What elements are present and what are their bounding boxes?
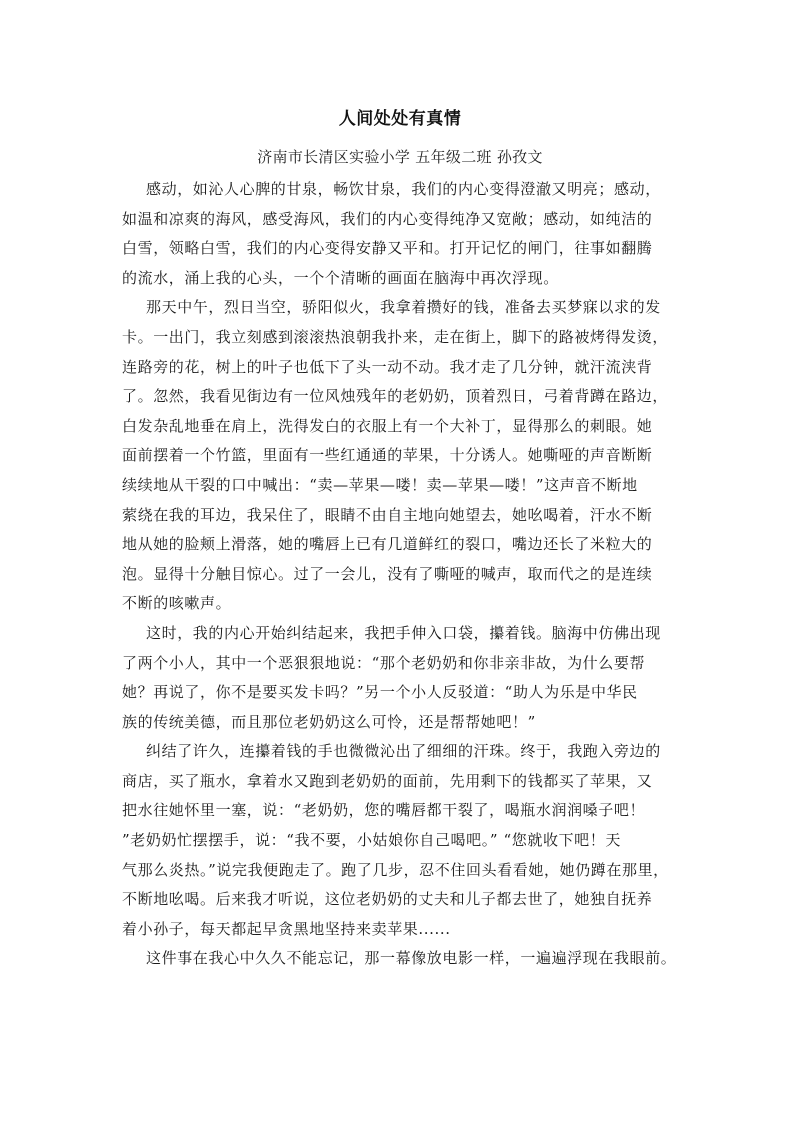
text-line: 了两个小人，其中一个恶狠狠地说：“那个老奶奶和你非亲非故，为什么要帮: [122, 653, 646, 672]
text-line: 气那么炎热。”说完我便跑走了。跑了几步，忍不住回头看看她，她仍蹲在那里，: [122, 860, 669, 879]
text-line: 白发杂乱地垂在肩上，洗得发白的衣服上有一个大补丁，显得那么的刺眼。她: [122, 416, 653, 435]
document-title: 人间处处有真情: [338, 109, 462, 129]
text-line: 萦绕在我的耳边，我呆住了，眼睛不由自主地向她望去，她吆喝着，汗水不断: [122, 505, 653, 524]
text-line: 地从她的脸颊上滑落，她的嘴唇上已有几道鲜红的裂口，嘴边还长了米粒大的: [122, 535, 653, 554]
text-line: 把水往她怀里一塞，说：“老奶奶，您的嘴唇都干裂了，喝瓶水润润嗓子吧！: [122, 801, 646, 820]
text-line: 了。忽然，我看见街边有一位风烛残年的老奶奶，顶着烈日，弓着背蹲在路边，: [122, 387, 669, 406]
text-line: 连路旁的花，树上的叶子也低下了头一动不动。我才走了几分钟，就汗流浃背: [122, 357, 653, 376]
text-line: ”老奶奶忙摆摆手，说：“我不要，小姑娘你自己喝吧。” “您就收下吧！天: [122, 831, 621, 850]
text-line: 纠结了许久，连攥着钱的手也微微沁出了细细的汗珠。终于，我跑入旁边的: [146, 742, 661, 761]
text-line: 续续地从干裂的口中喊出：“卖—苹果—喽！卖—苹果—喽！”这声音不断地: [122, 475, 638, 494]
text-line: 的流水，涌上我的心头，一个个清晰的画面在脑海中再次浮现。: [122, 268, 559, 287]
document-body: [122, 175, 692, 974]
text-line: 如温和凉爽的海风，感受海风，我们的内心变得纯净又宽敞；感动，如纯洁的: [122, 209, 653, 228]
text-line: 白雪，领略白雪，我们的内心变得安静又平和。打开记忆的闸门，往事如翻腾: [122, 239, 653, 258]
text-line: 卡。一出门，我立刻感到滚滚热浪朝我扑来，走在街上，脚下的路被烤得发烫，: [122, 327, 669, 346]
text-line: 泡。显得十分触目惊心。过了一会儿，没有了嘶哑的喊声，取而代之的是连续: [122, 564, 653, 583]
text-line: 不断地吆喝。后来我才听说，这位老奶奶的丈夫和儿子都去世了，她独自抚养: [122, 890, 653, 909]
text-line: 那天中午，烈日当空，骄阳似火，我拿着攒好的钱，准备去买梦寐以求的发: [146, 298, 661, 317]
text-line: 这时，我的内心开始纠结起来，我把手伸入口袋，攥着钱。脑海中仿佛出现: [146, 623, 661, 642]
text-line: 面前摆着一个竹篮，里面有一些红通通的苹果，十分诱人。她嘶哑的声音断断: [122, 446, 653, 465]
text-line: 感动，如沁人心脾的甘泉，畅饮甘泉，我们的内心变得澄澈又明亮；感动，: [146, 180, 661, 198]
text-line: 不断的咳嗽声。: [122, 594, 232, 613]
author-byline: 济南市长清区实验小学 五年级二班 孙孜文: [257, 148, 543, 166]
text-line: 商店，买了瓶水，拿着水又跑到老奶奶的面前，先用剩下的钱都买了苹果，又: [122, 771, 653, 790]
text-line: 这件事在我心中久久不能忘记，那一幕像放电影一样，一遍遍浮现在我眼前。: [146, 949, 677, 968]
text-line: 她？再说了，你不是要买发卡吗？”另一个小人反驳道：“助人为乐是中华民: [122, 683, 638, 702]
text-line: 着小孙子，每天都起早贪黑地坚持来卖苹果......: [122, 919, 451, 938]
text-line: 族的传统美德，而且那位老奶奶这么可怜，还是帮帮她吧！”: [122, 712, 536, 731]
